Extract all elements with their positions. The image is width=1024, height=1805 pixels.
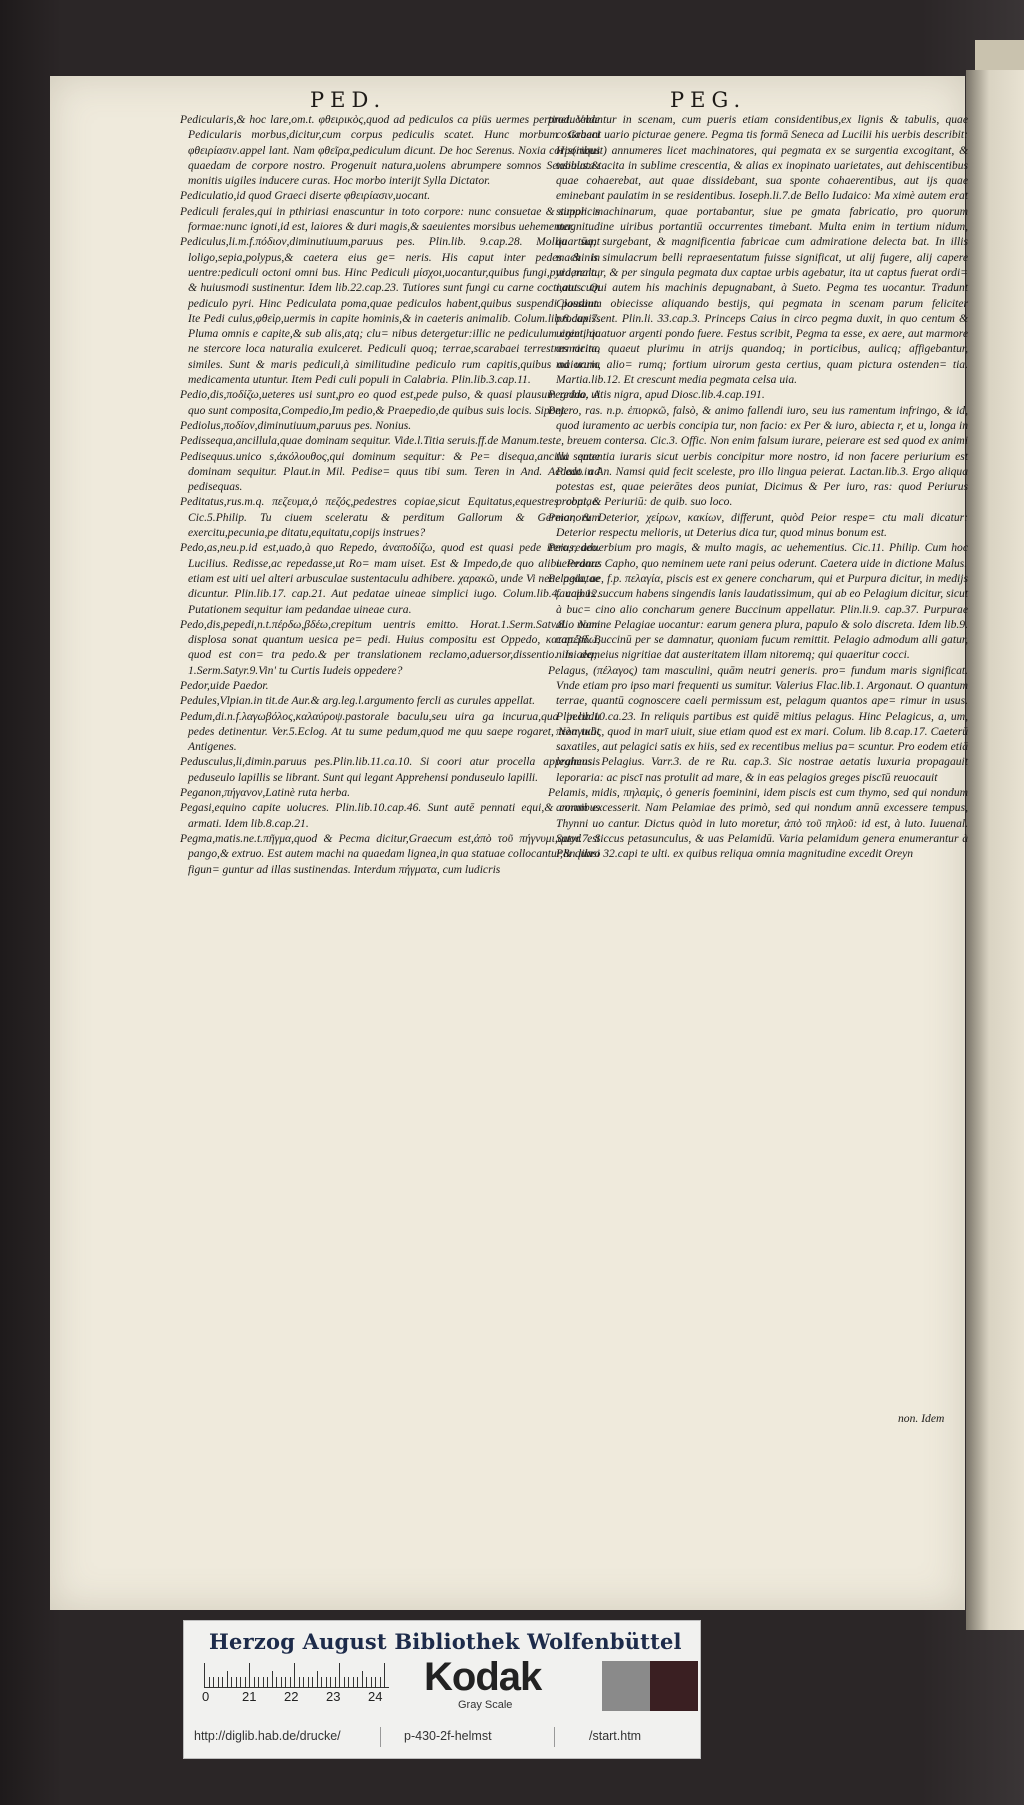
ruler-label: 0 bbox=[202, 1689, 210, 1704]
ruler-tick bbox=[371, 1677, 372, 1687]
ruler-tick bbox=[290, 1677, 291, 1687]
ruler-tick bbox=[321, 1677, 322, 1687]
ruler-tick bbox=[272, 1671, 273, 1687]
dictionary-entry: Pegma,matis.ne.t.πῆγμα,quod & Pecma dicitur,Graecum est,ἀπὸ τοῦ πήγνυμι,quod est pango,& extruo. Est autem machi na quaedam lignea,in qua statuae collocantur,& quasi figun= guntur ad illas sustinendas. Interdum πήγματα, cum ludicris bbox=[180, 831, 600, 876]
ruler-tick bbox=[254, 1677, 255, 1687]
start-link[interactable]: /start.htm bbox=[589, 1729, 642, 1743]
dictionary-entry: Pedio,dis,ποδίζω,ueteres usi sunt,pro eo quod est,pede pulso, & quasi plausum reddo. A quo sunt composita,Compedio,Im pedio,& Praepedio,de quibus suis locis. Sipont. bbox=[180, 388, 600, 417]
ruler-tick bbox=[362, 1671, 363, 1687]
ruler bbox=[204, 1659, 389, 1688]
ruler-tick bbox=[303, 1677, 304, 1687]
ruler-tick bbox=[231, 1677, 232, 1687]
library-name: Herzog August Bibliothek Wolfenbüttel bbox=[209, 1629, 682, 1654]
dictionary-entry: Pedo,as,neu.p.id est,uado,à quo Repedo, ἀναποδίζω, quod est quasi pede itero,redeo. Lucilius. Redisse,ac repedasse,ut Ro= mam uiset. Est & Impedo,de quo alibi. Pedare etiam est uiti uel alteri arbusculae sustentaculu adhibere. χαρακῶ, unde Vi neae pedatae dicuntur. Plin.lib.17. cap.21. Aut pedatae uineae simplici iugo. Colum.lib.4. cap.12. Putationem sequitur iam pedandae uineae cura. bbox=[180, 541, 600, 616]
dictionary-entry: Pelamis, midis, πηλαμὶς, ὁ generis foeminini, idem piscis est cum thymo, sed qui nondum annum excesserit. Nam Pelamiae des primò, sed qui nondum annū excessere tempus, Thynni uo cantur. Dictus quòd in luto moretur, ἀπὸ τοῦ πηλοῦ: id est, à luto. Iuuenal. Satyr.7. Siccus petasunculus, & uas Pelamidū. Varia pelamidum genera enumerantur à Plin.libro 32.capi te ulti. ex quibus reliqua omnia magnitudine excedit Oreyn bbox=[548, 786, 968, 861]
ruler-tick bbox=[357, 1677, 358, 1687]
ruler-tick bbox=[294, 1663, 295, 1687]
dictionary-entry: Pejero, ras. n.p. ἐπιορκῶ, falsò, & animo fallendi iuro, seu ius ramentum infringo, & id, quod iuramento ac uerbis concipia tur, non facio: ex Per & iuro, abiecta r, et u, longa in e, breuem contersa. Cic.3. Offic. Non enim falsum iurare, peierare est sed quod ex animi tui sententia iuraris sicut uerbis concipitur more nostro, id non facere periurium est Plaut.in An. Namsi quid fecit sceleste, pro illo lingua peierat. Lactan.lib.3. Ergo aliqua potestas est, quae peierātes deos puniat, Dicimus & Per iuro, ras: quod Periurus probat, & Periuriū: de quib. suo loco. bbox=[548, 403, 968, 509]
dictionary-entry: Pedules,Vlpian.in tit.de Aur.& arg.leg.l.argumento fercli as curules appellat. bbox=[180, 694, 535, 708]
dictionary-entry: Pelagia, ae, f.p. πελαγία, piscis est ex genere concharum, qui et Purpura dicitur, in medijs faucibus succum habens singendis lanis laudatissimum, qui ab eo Pelagium dicitur, sicut à buc= cino alio concharum genere Buccinum appellatur. Plin.li.9. cap.37. Purpurae alio nomine Pelagiae uocantur: earum genera plura, papulo & solo discreta. Idem lib.9. cap.38. Buccinū per se damnatur, quoniam fucum remittit. Pelagio admodum alli gatur, nimiaeq; eius nigritiae dat austeritatem illam nitoremq; qui quaeritur cocci. bbox=[548, 571, 968, 662]
ruler-tick bbox=[218, 1677, 219, 1687]
ruler-tick bbox=[276, 1677, 277, 1687]
ruler-label: 22 bbox=[284, 1689, 299, 1704]
dictionary-entry: Pedissequa,ancillula,quae dominam sequitur. Vide.l.Titia seruis.ff.de Manum.test. bbox=[180, 434, 559, 448]
kodak-logo: Kodak bbox=[424, 1655, 542, 1699]
dictionary-entry: Pedusculus,li,dimin.paruus pes.Plin.lib.11.ca.10. Si coori atur procella apprahensis peduseulo lapillis se librant. Sunt qui legant Apprehensi ponduseulo lapilli. bbox=[180, 755, 600, 784]
running-head-right: PEG. bbox=[670, 88, 747, 112]
ruler-tick bbox=[317, 1671, 318, 1687]
ruler-label: 23 bbox=[326, 1689, 341, 1704]
dictionary-entry: Pediculus,li.m.f.πόδιον,diminutiuum,paruus pes. Plin.lib. 9.cap.28. Mollia sunt loligo,sepia,polypus,& caetera eius ge= neris. His caput inter pedes & in uentre:pediculi octoni omni bus. Hinc Pediculi μίσχοι,uocantur,quibus fungi,pyra,mala, & huiusmodi sustinentur. Idem lib.22.cap.23. Tutiores sunt fungi cu carne cocti,aut cum pediculo pyri. Hinc Pediculata poma,quae pediculos habent,quibus suspendi possunt. Ite Pedi culus,φθεὶρ,uermis in capite hominis,& in caeteris animalib. Colum.lib.8.cap.7. Pluma omnis e capite,& sub alis,atq; clu= nibus detergetur:illic ne pediculum creet,hic ne stercore loca naturalia exulceret. Pediculi quoq; terrae,scarabaei terrestres ricino similes. Sunt & maris pediculi,à similitudine pediculo rum capitis,quibus ad uaria medicamenta utuntur. Item Pedi culi populi in Calabria. Plin.lib.3.cap.11. bbox=[180, 235, 600, 387]
ruler-tick bbox=[353, 1677, 354, 1687]
ruler-tick bbox=[213, 1677, 214, 1687]
ruler-tick bbox=[375, 1677, 376, 1687]
right-column bbox=[548, 112, 968, 862]
ruler-tick bbox=[344, 1677, 345, 1687]
url-row bbox=[184, 1725, 700, 1749]
url-text[interactable]: http://diglib.hab.de/drucke/ bbox=[194, 1729, 341, 1743]
ruler-tick bbox=[384, 1663, 385, 1687]
dictionary-entry: Pedicularis,& hoc lare,om.t. φθειρικὸς,quod ad pediculos ca piüs uermes pertinet. Vnde Pedicularis morbus,dicitur,cum corpus pediculis scatet. Hunc morbum Graeci φθειρίασιν.appel lant. Nam φθεῖρα,pediculum dicunt. De hoc Serenus. Noxia corporibus quaedam de corpore nostro. Progenuit natura,uolens abrumpere somnos Sensibus:& monitis uigiles inducere curas. Hoc morbo interijt Sylla Dictator. bbox=[180, 113, 600, 188]
dictionary-entry: Peior, & Deterior, χείρων, κακίων, differunt, quòd Peior respe= ctu mali dicatur: Deterior respectu melioris, ut Deterius dica tur, quod minus bonum est. bbox=[548, 510, 968, 540]
running-head-left: PED. bbox=[310, 88, 387, 112]
adjacent-page-edge bbox=[966, 70, 1024, 1630]
dictionary-entry: Peius, aduerbium pro magis, & multo magis, ac uehementius. Cic.11. Philip. Cum hoc ueteranus Capho, quo neminem uete rani peius oderunt. Caetera uide in dictione Malus. bbox=[548, 541, 968, 570]
dark-swatch bbox=[650, 1661, 698, 1711]
ruler-tick bbox=[366, 1677, 367, 1687]
dictionary-entry: Pegrina, uitis nigra, apud Diosc.lib.4.cap.191. bbox=[548, 388, 765, 402]
catchword: non. Idem bbox=[898, 1412, 945, 1425]
ruler-tick bbox=[209, 1677, 210, 1687]
divider bbox=[380, 1727, 381, 1747]
ruler-tick bbox=[240, 1677, 241, 1687]
left-column bbox=[180, 112, 600, 877]
ruler-tick bbox=[308, 1677, 309, 1687]
dictionary-entry: Pediculi ferales,qui in pthiriasi enascuntur in toto corpore: nunc consuetae & simplicis formae:nunc ignoti,id est, laiores & duri magis,& saeuientes morsibus uehementer. bbox=[180, 204, 600, 234]
dictionary-entry: Pediculatio,id quod Graeci diserte φθειρίασιν,uocant. bbox=[180, 189, 431, 203]
ruler-tick bbox=[326, 1677, 327, 1687]
ruler-tick bbox=[267, 1677, 268, 1687]
ruler-label: 21 bbox=[242, 1689, 257, 1704]
dictionary-entry: Pediolus,ποδίον,diminutiuum,paruus pes. Nonius. bbox=[180, 418, 412, 432]
ruler-tick bbox=[236, 1677, 237, 1687]
ruler-tick bbox=[249, 1663, 250, 1687]
ruler-tick bbox=[204, 1663, 205, 1687]
ruler-tick bbox=[330, 1677, 331, 1687]
ruler-tick bbox=[281, 1677, 282, 1687]
color-target-card bbox=[183, 1620, 701, 1759]
dictionary-entry: Pelagus, (πέλαγος) tam masculini, quām neutri generis. pro= fundum maris significat. Vnde etiam pro ipso mari frequenti us sumitur. Valerius Flac.lib.1. Argonaut. O quantum terrae, quantū cognoscere caeli permissum est, pelagum quantos ape= rimur in usus. Plin.lib.10.ca.23. In reliquis partibus est quidē mitius pelagus. Hinc Pelagicus, a, um, πελαγικὸς, quod in marī uiuit, siue etiam quod est ex mari. Colum. lib 8.cap.17. Caeterū saxatiles, aut pelagici satis ex hiis, sed ex recentibus melius pa= scuntur. Pro eodem etiā legimus. Pelagius. Varr.3. de re Ru. cap.3. Sic nostrae aetatis luxuria propagauit leporaria: ac piscī nas protulit ad mare, & in eas pelagios greges piscīū reuocauit bbox=[548, 663, 968, 784]
dictionary-entry: Pedor,uide Paedor. bbox=[180, 678, 269, 692]
dictionary-entry: Pegasi,equino capite uolucres. Plin.lib.10.cap.46. Sunt autē pennati equi,& cornibus armati. Idem lib.8.cap.21. bbox=[180, 801, 600, 830]
ruler-tick bbox=[312, 1677, 313, 1687]
dictionary-entry: Peganon,πήγανον,Latinè ruta herba. bbox=[180, 786, 351, 800]
ruler-tick bbox=[380, 1677, 381, 1687]
ruler-tick bbox=[263, 1677, 264, 1687]
ruler-tick bbox=[222, 1677, 223, 1687]
gray-scale-label: Gray Scale bbox=[458, 1699, 513, 1711]
dictionary-entry: Pedo,dis,pepedi,n.t.πέρδω,βδέω,crepitum uentris emitto. Horat.1.Serm.Satv.8. Nam displosa sonat quantum uesica pe= pedi. Huius compositu est Oppedo, καταπέρδω, quod est con= tra pedo.& per translationem reclamo,aduersor,dissentio. Is dem 1.Serm.Satyr.9.Vin' tu Curtis Iudeis oppedere? bbox=[180, 617, 600, 677]
ruler-label: 24 bbox=[368, 1689, 383, 1704]
shelfmark-text: p-430-2f-helmst bbox=[404, 1729, 492, 1743]
ruler-tick bbox=[285, 1677, 286, 1687]
ruler-tick bbox=[258, 1677, 259, 1687]
dictionary-entry: Pedisequus.unico s,ἀκόλουθος,qui dominum sequitur: & Pe= disequa,ancilla quae dominam sequitur. Plaut.in Mil. Pedise= quus tibi sum. Teren in And. Accedo ad pedisequas. bbox=[180, 449, 600, 494]
ruler-tick bbox=[335, 1677, 336, 1687]
ruler-labels bbox=[202, 1689, 392, 1705]
ruler-tick bbox=[299, 1677, 300, 1687]
dictionary-entry: producebantur in scenam, cum pueris etiam considentibus,ex lignis & tabulis, quae costabant uario picturae genere. Pegma tis formā Seneca ad Lucilii his uerbis describit: His(inquit) annumeres licet machinatores, qui pegmata ex se surgentia excogitant, & tabulata tacita in sublime crescentia, & alias ex inopinato uarietates, aut dehiscentibus quae cohaerebat, aut quae dissidebant, sua sponte cohaerentibus, aut ijs quae eminebant paulatim in se residentibus. Ioseph.li.7.de Bello Iudaico: Ma ximè autem erat stupor machinarum, quae portabantur, siue pe gmata fabricatio, pro quorum magnitudine uiribus portantiū occurrentes timebant. Multa enim in tertium nidum, quartūq; surgebant, & magnificentia fabricae cum admiratione delecta bat. In illis machinis simulacrum belli repraesentatum fuisse significat, ut alij fugere, alij capere uiderentur, & per singula pegmata dux captae urbis agebatur, ita ut captus fuerat ordi= natus. Qui autem his machinis depugnabant, à Sueto. Pegma tes uocantur. Tradunt Claudium obiecisse aliquando bestijs, qui pegmata in scenam parum feliciter produxissent. Plin.li. 33.cap.3. Princeps Caius in circo pegma duxit, in quo centum & uiginti quatuor argenti pondo fuere. Festus scribit, Pegma ta esse, ex aere, aut marmore armarita, quaeut plurimu in atrijs quandoq; in porticibus, aulicq; affigebantur, maiorum, alio= rumq; fortium uirorum gesta certius, quam pictura ostenden= tia. Martia.lib.12. Et crescunt media pegmata celsa uia. bbox=[548, 113, 968, 387]
divider bbox=[554, 1727, 555, 1747]
ruler-tick bbox=[339, 1663, 340, 1687]
gray-swatch bbox=[602, 1661, 650, 1711]
ruler-tick bbox=[348, 1677, 349, 1687]
dictionary-entry: Peditatus,rus.m.q. πεζευμα,ὁ πεζός,pedestres copiae,sicut Equitatus,equestres copiae. Cic.5.Philip. Tu ciuem sceleratu & perditum Gallorum & Germanorum exercitu,pecunia,pe ditatu,equitatu,copijs instrues? bbox=[180, 495, 600, 540]
ruler-tick bbox=[227, 1671, 228, 1687]
dictionary-entry: Pedum,di.n.f.λαγωβόλος,καλαύροψ.pastorale baculu,seu uira ga incurua,qua pecudu pedes detinentur. Ver.5.Eclog. At tu sume pedum,quod me quu saepe rogaret, Non tulit Antigenes. bbox=[180, 709, 600, 754]
ruler-tick bbox=[245, 1677, 246, 1687]
